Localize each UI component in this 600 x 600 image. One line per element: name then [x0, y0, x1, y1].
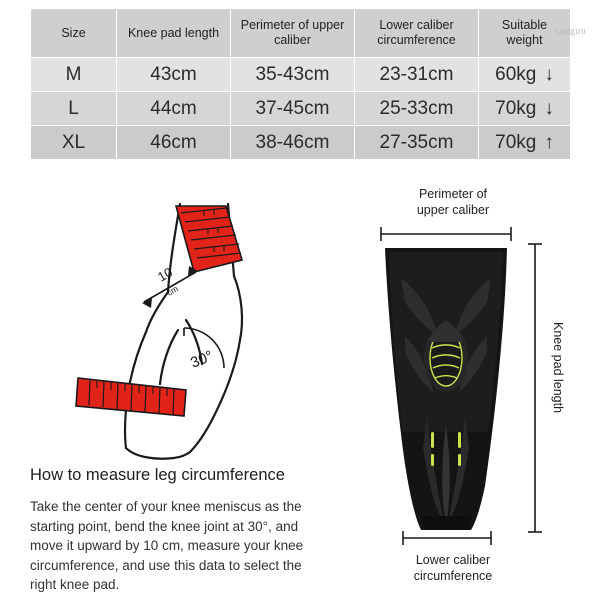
cell-size: XL — [31, 126, 117, 160]
leg-measure-diagram — [18, 180, 338, 480]
weight-value: 70kg — [495, 131, 537, 153]
table-header — [31, 9, 571, 58]
length-measure-bracket — [528, 244, 542, 532]
lower-tape-band — [76, 378, 186, 416]
upper-caliber-label-line2: upper caliber — [416, 203, 490, 217]
header-size: Size — [31, 9, 117, 58]
cell-suitable-weight — [479, 58, 571, 92]
cell-lower-caliber: 25-33cm — [355, 92, 479, 126]
cell-lower-caliber: 23-31cm — [355, 58, 479, 92]
knee-sleeve-image — [345, 186, 590, 586]
howto-title: How to measure leg circumference — [30, 466, 285, 484]
distance-value: 10 — [155, 264, 176, 285]
cell-upper-caliber: 38-46cm — [231, 126, 355, 160]
header-suitable-weight: Suitable weight — [479, 9, 571, 58]
cell-knee-pad-length: 43cm — [117, 58, 231, 92]
table-body — [31, 58, 571, 160]
table-header-row — [31, 9, 571, 58]
header-knee-pad-length: Knee pad length — [117, 9, 231, 58]
howto-body: Take the center of your knee meniscus as the starting point, bend the knee joint at 30°, and move it upward by 10 cm, measure your knee circumference, and use this data to select the right knee pad. — [30, 499, 304, 592]
bottom-measure-bracket — [403, 531, 491, 545]
cell-upper-caliber: 35-43cm — [231, 58, 355, 92]
header-lower-caliber: Lower caliber circumference — [355, 9, 479, 58]
table-row — [31, 58, 571, 92]
weight-value: 60kg — [495, 63, 537, 85]
sleeve-hem — [421, 516, 471, 530]
top-measure-bracket — [381, 227, 511, 241]
product-dimensions-panel — [345, 186, 590, 586]
down-arrow-icon: ↓ — [544, 63, 554, 85]
watermark: sanguu — [554, 25, 587, 38]
upper-tape-band — [176, 206, 242, 272]
cell-knee-pad-length: 46cm — [117, 126, 231, 160]
table-row — [31, 126, 571, 160]
size-chart-table — [30, 8, 571, 160]
angle-value: 30° — [188, 347, 216, 372]
cell-size: L — [31, 92, 117, 126]
lower-caliber-label-line1: Lower caliber — [415, 553, 491, 567]
cell-suitable-weight — [479, 92, 571, 126]
upper-caliber-label-line1: Perimeter of — [418, 187, 488, 201]
cell-knee-pad-length: 44cm — [117, 92, 231, 126]
weight-value: 70kg — [495, 97, 537, 119]
knee-pad-length-label: Knee pad length — [551, 322, 565, 414]
table-row — [31, 92, 571, 126]
up-arrow-icon: ↑ — [544, 131, 554, 153]
down-arrow-icon: ↓ — [544, 97, 554, 119]
cell-size: M — [31, 58, 117, 92]
lower-caliber-label-line2: circumference — [413, 569, 493, 583]
distance-unit: cm — [165, 283, 180, 298]
cell-suitable-weight — [479, 126, 571, 160]
cell-lower-caliber: 27-35cm — [355, 126, 479, 160]
header-upper-caliber: Perimeter of upper caliber — [231, 9, 355, 58]
cell-upper-caliber: 37-45cm — [231, 92, 355, 126]
